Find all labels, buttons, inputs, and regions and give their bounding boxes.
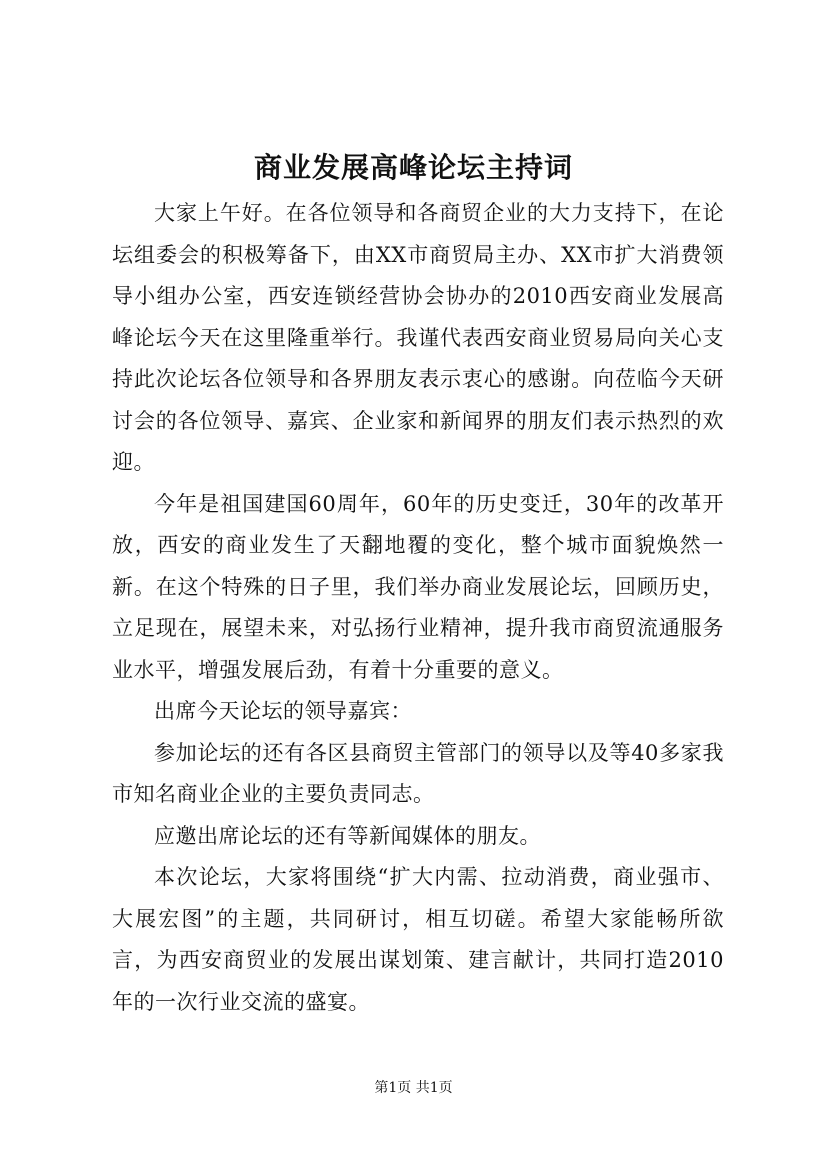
page-number-footer: 第1页 共1页 [374,1080,453,1096]
paragraph-guests: 出席今天论坛的领导嘉宾： [154,699,412,723]
paragraph-participants: 参加论坛的还有各区县商贸主管部门的领导以及等40多家我市知名商业企业的主要负责同志。 [112,740,724,806]
paragraph-opening: 大家上午好。在各位领导和各商贸企业的大力支持下，在论坛组委会的积极筹备下，由XX市商贸局主办、XX市扩大消费领导小组办公室，西安连锁经营协会协办的2010西安商业发展高峰论坛今天在这里隆重举行。我谨代表西安商业贸易局向关心支持此次论坛各位领导和各界朋友表示衷心的感谢。向莅临今天研讨会的各位领导、嘉宾、企业家和新闻界的朋友们表示热烈的欢迎。 [112,201,724,474]
paragraph-anniversary: 今年是祖国建国60周年，60年的历史变迁，30年的改革开放，西安的商业发生了天翻地覆的变化，整个城市面貌焕然一新。在这个特殊的日子里，我们举办商业发展论坛，回顾历史，立足现在，展望未来，对弘扬行业精神，提升我市商贸流通服务业水平，增强发展后劲，有着十分重要的意义。 [112,491,724,682]
document-body [112,193,724,1023]
paragraph-theme: 本次论坛，大家将围绕“扩大内需、拉动消费，商业强市、大展宏图”的主题，共同研讨，相互切磋。希望大家能畅所欲言，为西安商贸业的发展出谋划策、建言献计，共同打造2010年的一次行业交流的盛宴。 [112,865,724,1014]
paragraph-media: 应邀出席论坛的还有等新闻媒体的朋友。 [154,823,541,848]
document-title: 商业发展高峰论坛主持词 [253,151,573,184]
